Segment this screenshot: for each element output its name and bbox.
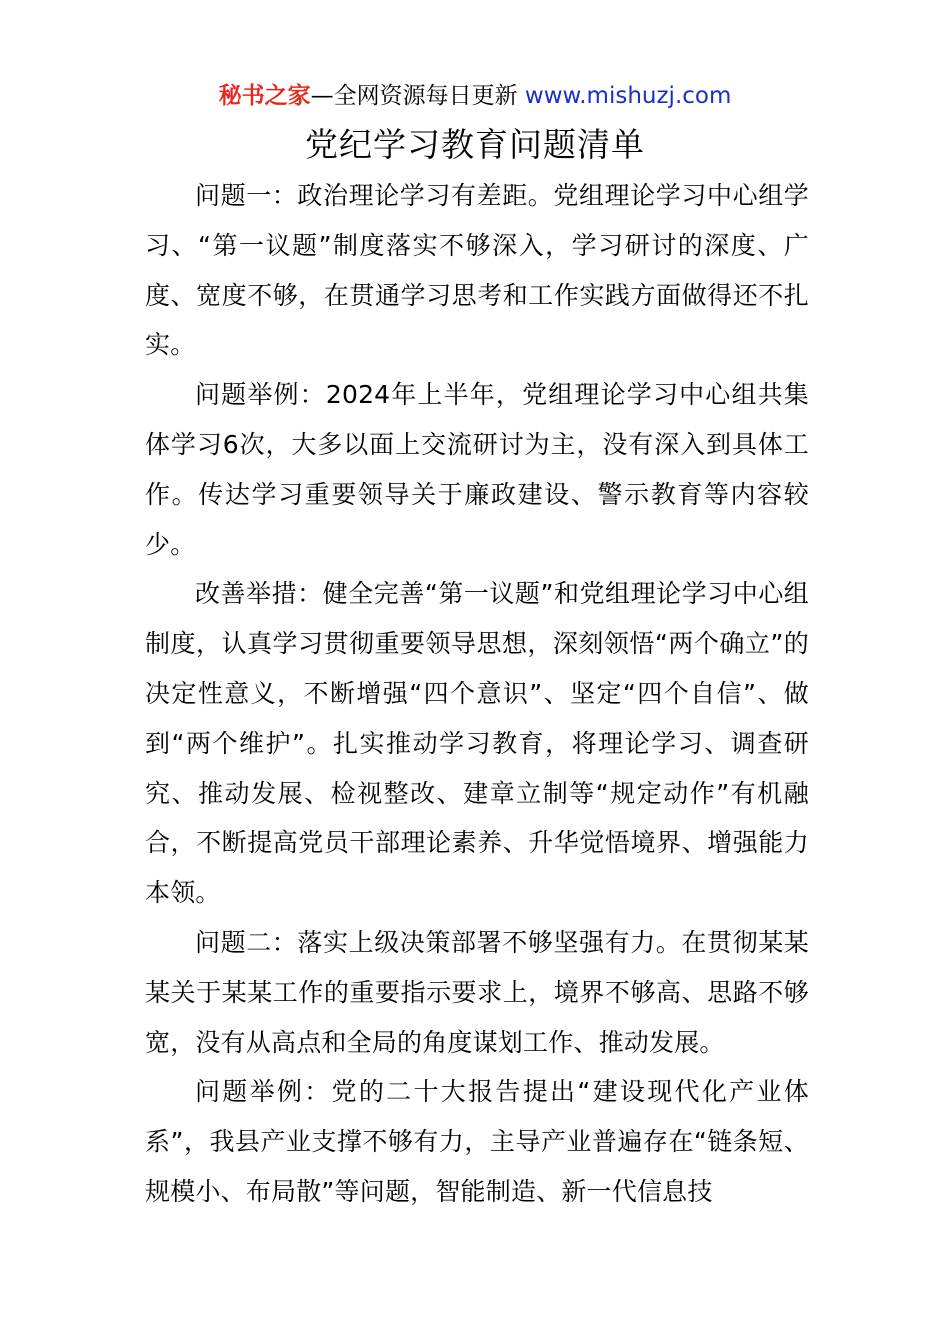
paragraph-measures-1: 改善举措：健全完善“第一议题”和党组理论学习中心组制度，认真学习贯彻重要领导思想，深刻领悟“两个确立”的决定性意义，不断增强“四个意识”、坚定“四个自信”、做到“两个维护”。扎实推动学习教育，将理论学习、调查研究、推动发展、检视整改、建章立制等“规定动作”有机融合，不断提高党员干部理论素养、升华觉悟境界、增强能力本领。 [145,579,809,908]
document-title: 党纪学习教育问题清单 [305,125,645,164]
paragraph-problem-2: 问题二：落实上级决策部署不够坚强有力。在贯彻某某某关于某某工作的重要指示要求上，境界不够高、思路不够宽，没有从高点和全局的角度谋划工作、推动发展。 [145,927,809,1057]
paragraph-problem-1: 问题一：政治理论学习有差距。党组理论学习中心组学习、“第一议题”制度落实不够深入，学习研讨的深度、广度、宽度不够，在贯通学习思考和工作实践方面做得还不扎实。 [145,181,809,360]
document-body [145,171,809,1217]
site-header [0,80,950,112]
paragraph-example-1: 问题举例：2024年上半年，党组理论学习中心组共集体学习6次，大多以面上交流研讨为主，没有深入到具体工作。传达学习重要领导关于廉政建设、警示教育等内容较少。 [145,380,809,559]
site-tagline: —全网资源每日更新 [310,83,525,109]
site-brand: 秘书之家 [218,83,311,109]
paragraph-example-2: 问题举例：党的二十大报告提出“建设现代化产业体系”，我县产业支撑不够有力，主导产业普遍存在“链条短、规模小、布局散”等问题，智能制造、新一代信息技 [145,1077,809,1206]
site-url-link[interactable]: www.mishuzj.com [524,83,732,109]
